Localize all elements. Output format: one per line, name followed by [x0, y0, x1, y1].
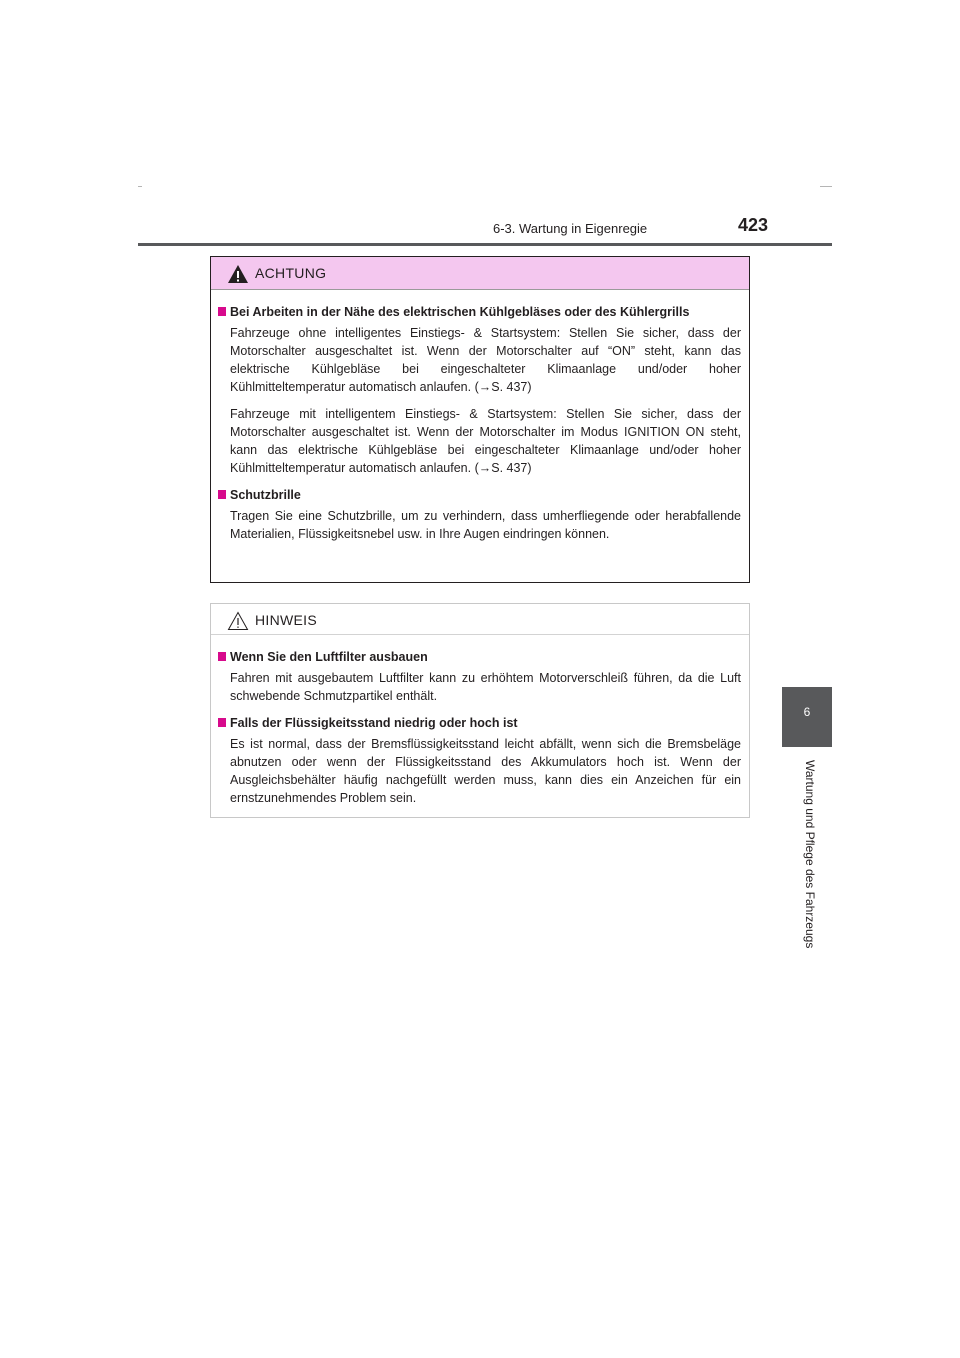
chapter-number: 6: [803, 705, 811, 719]
notice-box-body: [211, 635, 749, 807]
square-bullet-icon: [218, 652, 226, 661]
paragraph: Fahrzeuge ohne intelligentes Einstiegs- & Startsystem: Stellen Sie sicher, dass der Motorschalter ausgeschaltet ist. Wenn der Motorschalter auf “ON” steht, kann das elektrische Kühlgebläse bei eingeschalteter Klimaanlage und/oder hoher Kühlmitteltemperatur automatisch anlaufen. (→S. 437): [230, 326, 741, 394]
warning-triangle-filled-icon: [227, 264, 249, 284]
paragraph: Tragen Sie eine Schutzbrille, um zu verhindern, dass umherfliegende oder herabfallende Materialien, Flüssigkeitsnebel usw. in Ihre Augen eindringen können.: [230, 509, 741, 541]
square-bullet-icon: [218, 718, 226, 727]
warning-box: [210, 256, 750, 583]
section-heading: [218, 714, 741, 732]
warning-triangle-outline-icon: [227, 611, 249, 631]
section-label: 6-3. Wartung in Eigenregie: [493, 221, 648, 236]
paragraph: Es ist normal, dass der Bremsflüssigkeitsstand leicht abfällt, wenn sich die Bremsbeläge abnutzen oder wenn der Flüssigkeitsstand des Akkumulators hoch ist. Wenn der Ausgleichsbehälter häufig nachgefüllt werden muss, kann dies ein Anzeichen für ein ernstzunehmendes Problem sein.: [230, 737, 741, 805]
paragraph: Fahren mit ausgebautem Luftfilter kann zu erhöhtem Motorverschleiß führen, da die Luft schwebende Schmutzpartikel enthält.: [230, 671, 741, 703]
warning-box-header: [211, 257, 749, 290]
notice-box-header: [211, 604, 749, 635]
square-bullet-icon: [218, 490, 226, 499]
square-bullet-icon: [218, 307, 226, 316]
crop-mark-right: [820, 186, 832, 187]
notice-box: [210, 603, 750, 818]
section-heading: [218, 303, 741, 321]
section-heading: [218, 648, 741, 666]
section-heading-text: Bei Arbeiten in der Nähe des elektrischen Kühlgebläses oder des Kühlergrills: [230, 305, 690, 319]
header-rule: [138, 243, 832, 246]
warning-box-title: ACHTUNG: [255, 265, 327, 281]
notice-box-title: HINWEIS: [255, 612, 317, 628]
section-heading-text: Schutzbrille: [230, 488, 301, 502]
chapter-title: Wartung und Pflege des Fahrzeugs: [803, 760, 817, 949]
section-heading: [218, 486, 741, 504]
page-number: 423: [738, 215, 769, 235]
paragraph: Fahrzeuge mit intelligentem Einstiegs- & Startsystem: Stellen Sie sicher, dass der Motorschalter ausgeschaltet ist. Wenn der Motorschalter im Modus IGNITION ON steht, kann das elektrische Kühlgebläse bei eingeschalteter Klimaanlage und/oder hoher Kühlmitteltemperatur automatisch anlaufen. (→S. 437): [230, 407, 741, 475]
warning-box-body: [211, 290, 749, 543]
crop-mark-left: [138, 186, 142, 187]
section-heading-text: Falls der Flüssigkeitsstand niedrig oder hoch ist: [230, 716, 518, 730]
section-heading-text: Wenn Sie den Luftfilter ausbauen: [230, 650, 428, 664]
chapter-tab: [782, 687, 832, 747]
